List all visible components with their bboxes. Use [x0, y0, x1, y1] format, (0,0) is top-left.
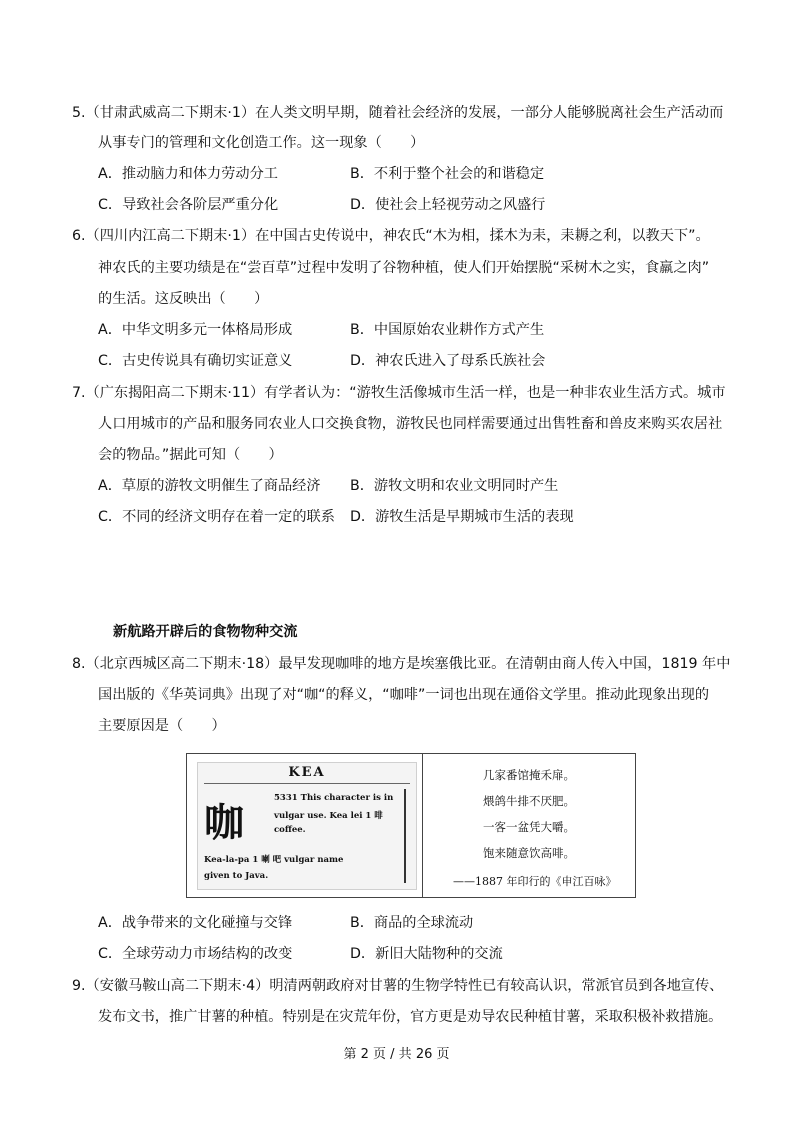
q9-stem-line2: 发布文书，推广甘薯的种植。特别是在灾荒年份，官方更是劝导农民种植甘薯，采取积极补救措施。 — [98, 1009, 723, 1025]
q5-option-d: D．使社会上轻视劳动之风盛行 — [350, 197, 546, 213]
q8-stem-line1: 8.（北京西城区高二下期末·18）最早发现咖啡的地方是埃塞俄比亚。在清朝由商人传入中国，1819 年中 — [72, 656, 731, 672]
q5-option-b: B．不利于整个社会的和谐稳定 — [350, 166, 545, 182]
q8-option-d: D．新旧大陆物种的交流 — [350, 946, 503, 962]
dictionary-scan-image — [197, 762, 417, 890]
q6-stem-line2: 神农氏的主要功绩是在“尝百草”过程中发明了谷物种植，使人们开始摆脱“采树木之实，食羸之肉” — [98, 260, 710, 276]
poem-line2: 煨鸽牛排不厌肥。 — [483, 794, 575, 808]
dictionary-headword: 咖 — [204, 799, 244, 846]
q8-option-b: B．商品的全球流动 — [350, 915, 474, 931]
q9-stem-line1: 9.（安徽马鞍山高二下期末·4）明清两朝政府对甘薯的生物学特性已有较高认识，常派官员到各地宣传、 — [72, 978, 724, 994]
dictionary-margin-bar — [404, 789, 406, 883]
q7-option-c: C．不同的经济文明存在着一定的联系 — [98, 509, 335, 525]
q5-stem-line1: 5.（甘肃武威高二下期末·1）在人类文明早期，随着社会经济的发展，一部分人能够脱离社会生产活动而 — [72, 105, 724, 121]
poem-line4: 饱来随意饮高啡。 — [483, 846, 575, 860]
q6-option-a: A．中华文明多元一体格局形成 — [98, 322, 293, 338]
q7-option-b: B．游牧文明和农业文明同时产生 — [350, 478, 559, 494]
q7-stem-line3: 会的物品。”据此可知（ ） — [98, 447, 283, 463]
dictionary-entry-line5: given to Java. — [204, 871, 269, 881]
q6-option-d: D．神农氏进入了母系氏族社会 — [350, 353, 546, 369]
dictionary-header: KEA — [288, 765, 326, 780]
dictionary-rule — [204, 783, 410, 784]
dictionary-entry-line3: coffee. — [274, 825, 306, 835]
poem-line1: 几家番馆掩禾扉。 — [483, 768, 575, 782]
q7-stem-line1: 7.（广东揭阳高二下期末·11）有学者认为：“游牧生活像城市生活一样，也是一种非农业生活方式。城市 — [72, 385, 726, 401]
dictionary-entry-line2: vulgar use. Kea lei 1 啡 — [274, 811, 383, 821]
q8-figure — [186, 753, 636, 898]
q5-stem-line2: 从事专门的管理和文化创造工作。这一现象（ ） — [98, 135, 425, 151]
q7-stem-line2: 人口用城市的产品和服务同农业人口交换食物，游牧民也同样需要通过出售牲畜和兽皮来购买农居社 — [98, 416, 723, 432]
poem-line3: 一客一盆凭大嚼。 — [483, 820, 575, 834]
page-footer: 第 2 页 / 共 26 页 — [343, 1047, 450, 1062]
q8-stem-line3: 主要原因是（ ） — [98, 718, 226, 734]
section-title: 新航路开辟后的食物物种交流 — [113, 624, 298, 640]
q6-stem-line3: 的生活。这反映出（ ） — [98, 291, 269, 307]
dictionary-entry-line1: 5331 This character is in — [274, 793, 394, 803]
q6-option-b: B．中国原始农业耕作方式产生 — [350, 322, 545, 338]
q8-option-a: A．战争带来的文化碰撞与交锋 — [98, 915, 293, 931]
q7-option-d: D．游牧生活是早期城市生活的表现 — [350, 509, 574, 525]
q8-stem-line2: 国出版的《华英词典》出现了对“咖“的释义，“咖啡”一词也出现在通俗文学里。推动此现象出现的 — [98, 687, 710, 703]
dictionary-scan-panel — [187, 754, 423, 897]
q7-option-a: A．草原的游牧文明催生了商品经济 — [98, 478, 321, 494]
q6-stem-line1: 6.（四川内江高二下期末·1）在中国古史传说中，神农氏“木为相，揉木为耒，耒耨之利，以教天下”。 — [72, 228, 710, 244]
poem-source: ——1887 年印行的《申江百咏》 — [453, 875, 617, 888]
q8-option-c: C．全球劳动力市场结构的改变 — [98, 946, 293, 962]
q5-option-a: A．推动脑力和体力劳动分工 — [98, 166, 278, 182]
q6-option-c: C．古史传说具有确切实证意义 — [98, 353, 293, 369]
q5-option-c: C．导致社会各阶层严重分化 — [98, 197, 279, 213]
dictionary-entry-line4: Kea-la-pa 1 喇 吧 vulgar name — [204, 855, 344, 865]
poem-panel — [423, 754, 635, 897]
